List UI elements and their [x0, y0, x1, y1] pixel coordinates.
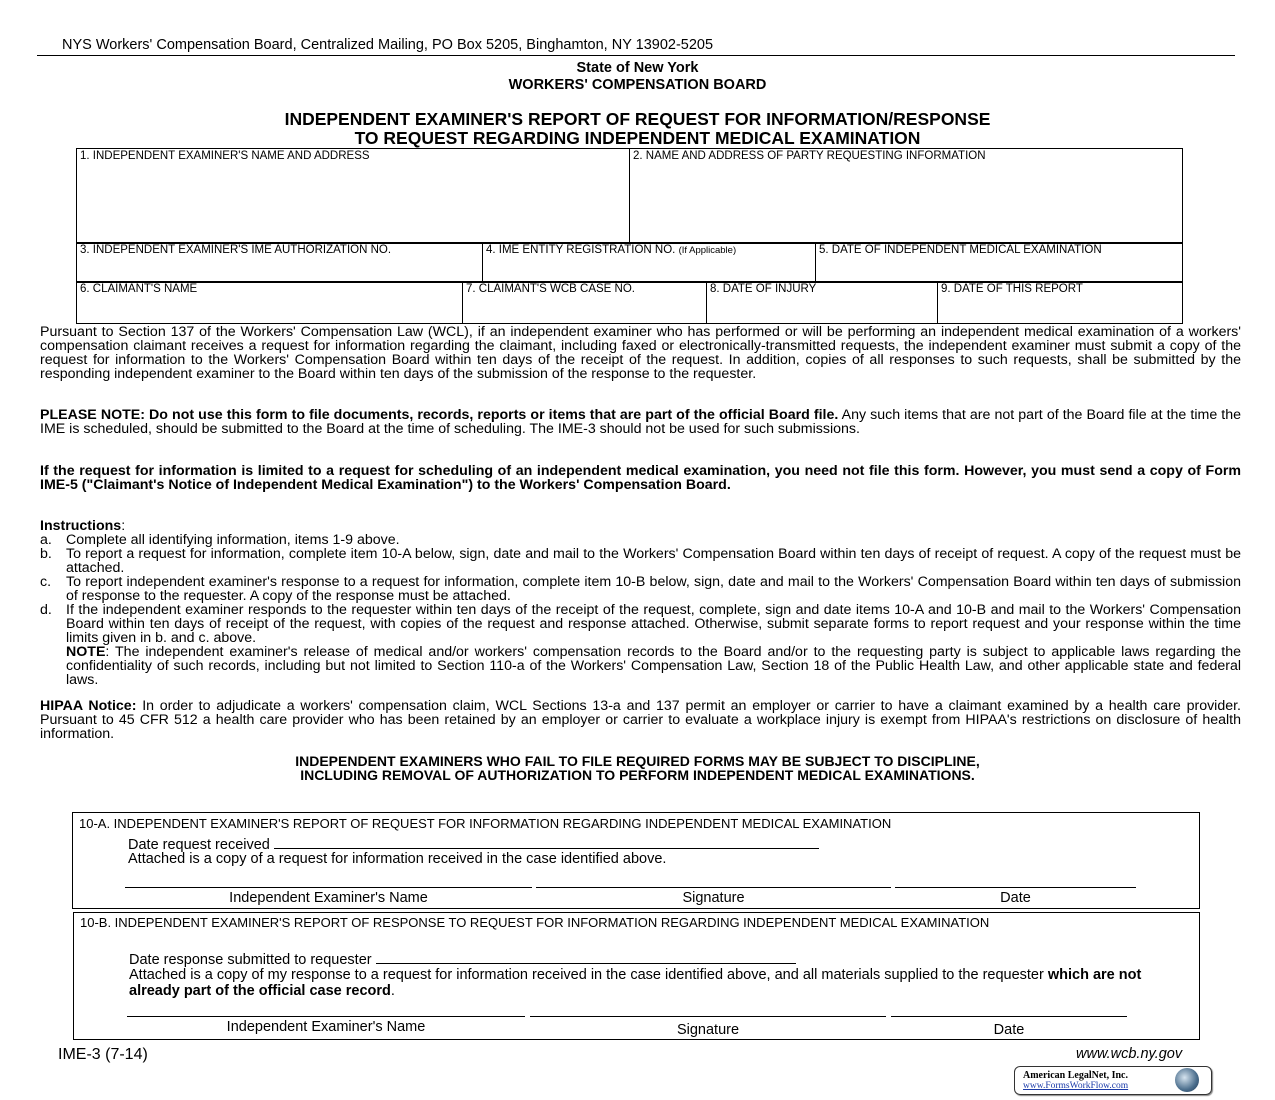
note-label: NOTE — [66, 644, 106, 660]
date-request-received-label: Date request received — [128, 837, 270, 853]
hipaa-notice — [40, 699, 1241, 741]
warning-line2: INCLUDING REMOVAL OF AUTHORIZATION TO PERFORM INDEPENDENT MEDICAL EXAMINATIONS. — [300, 767, 975, 783]
form-id: IME-3 (7-14) — [58, 1046, 148, 1063]
warning-line1: INDEPENDENT EXAMINERS WHO FAIL TO FILE REQUIRED FORMS MAY BE SUBJECT TO DISCIPLINE, — [295, 753, 980, 769]
field-9-label: 9. DATE OF THIS REPORT — [941, 283, 1083, 295]
field-date-of-injury[interactable] — [707, 282, 938, 324]
field-examiner-name-address[interactable] — [77, 149, 630, 244]
section-10a-signature[interactable]: Signature — [536, 887, 891, 906]
section-10a-examiner-name[interactable]: Independent Examiner's Name — [125, 887, 532, 906]
publisher-url: www.FormsWorkFlow.com — [1023, 1081, 1129, 1091]
field-6-label: 6. CLAIMANT'S NAME — [80, 283, 198, 295]
form-title-line2: TO REQUEST REGARDING INDEPENDENT MEDICAL EXAMINATION — [354, 128, 921, 148]
hipaa-label: HIPAA Notice: — [40, 698, 137, 714]
section-10b — [73, 912, 1200, 1040]
instruction-c: c. To report independent examiner's response to a request for information, complete item 10-B below, sign, date and mail to the Workers' Compensation Board within ten days of submission of response to the requester. A copy of the response must be attached. — [40, 574, 1241, 604]
section-10a-title: 10-A. INDEPENDENT EXAMINER'S REPORT OF REQUEST FOR INFORMATION REGARDING INDEPENDENT MEDICAL EXAMINATION — [79, 816, 892, 831]
instruction-d: d. If the independent examiner responds to the requester within ten days of the receipt of the request, complete, sign and date items 10-A and 10-B and mail to the Workers' Compensation Board within ten days of receipt of the request, with copies of the request and response attached. Otherwise, submit separate forms to report request and your response within the time limits given in b. and c. above. — [40, 602, 1241, 646]
board-name: WORKERS' COMPENSATION BOARD — [508, 77, 767, 93]
note-text: : The independent examiner's release of medical and/or workers' compensation records to the Board and/or to the requesting party is subject to applicable laws regarding the confidentiality of such records, including but not limited to Section 110-a of the Workers' Compensation Law, Section 18 of the Public Health Law, and other applicable state and federal laws. — [66, 644, 1241, 688]
globe-icon — [1175, 1068, 1199, 1092]
date-response-submitted-input[interactable] — [376, 951, 796, 964]
section-10b-date[interactable]: Date — [891, 1016, 1127, 1038]
instructions-colon: : — [121, 518, 126, 534]
field-requesting-party[interactable] — [630, 149, 1183, 244]
header-divider — [37, 55, 1235, 56]
instructions-heading: Instructions — [40, 518, 122, 534]
please-note-rest: Any such items that are not part of the Board file at the time the IME is scheduled, should be submitted to the Board at the time of scheduling. The IME-3 should not be used for such submissions. — [40, 407, 1242, 437]
field-ime-authorization[interactable] — [77, 243, 483, 283]
section-10b-title: 10-B. INDEPENDENT EXAMINER'S REPORT OF RESPONSE TO REQUEST FOR INFORMATION REGARDING INDEPENDENT MEDICAL EXAMINATION — [80, 915, 990, 930]
hipaa-text: In order to adjudicate a workers' compensation claim, WCL Sections 13-a and 137 permit an employer or carrier to have a claimant examined by a health care provider. Pursuant to 45 CFR 512 a health care provider who has been retained by an employer or carrier to evaluate a workplace injury is exempt from HIPAA's restrictions on disclosure of health information. — [40, 698, 1241, 742]
instruction-a: a. Complete all identifying information, items 1-9 above. — [40, 532, 400, 548]
scheduling-paragraph: If the request for information is limited to a request for scheduling of an independent medical examination, you need not file this form. However, you must send a copy of Form IME-5 ("Claimant's Notice of Independent Medical Examination") to the Workers' Compensation Board. — [40, 463, 1241, 493]
field-8-label: 8. DATE OF INJURY — [710, 283, 817, 295]
field-4-note: (If Applicable) — [678, 245, 737, 256]
website[interactable]: www.wcb.ny.gov — [1076, 1046, 1183, 1062]
identifying-info-row3 — [76, 281, 1183, 324]
field-2-label: 2. NAME AND ADDRESS OF PARTY REQUESTING INFORMATION — [633, 150, 986, 162]
section-10b-examiner-name[interactable]: Independent Examiner's Name — [127, 1016, 525, 1035]
please-note-paragraph — [40, 408, 1241, 436]
intro-paragraph: Pursuant to Section 137 of the Workers' Compensation Law (WCL), if an independent examiner who has performed or will be performing an independent medical examination of a workers' compensation claimant receives a request for information regarding the claimant, including faxed or electronically-transmitted requests, the independent examiner must submit a copy of the request for information to the Workers' Compensation Board within ten days of the receipt of the request. In addition, copies of all responses to such requests, shall be submitted by the responding independent examiner to the Board within ten days of the submission of the response to the requester. — [40, 324, 1241, 382]
section-10b-signature[interactable]: Signature — [530, 1016, 886, 1038]
field-4-label: 4. IME ENTITY REGISTRATION NO. — [486, 244, 676, 256]
field-1-label: 1. INDEPENDENT EXAMINER'S NAME AND ADDRESS — [80, 150, 370, 162]
field-claimant-name[interactable] — [77, 282, 463, 324]
identifying-info-table — [76, 148, 1183, 244]
field-date-of-report[interactable] — [938, 282, 1183, 324]
instruction-b: b. To report a request for information, complete item 10-A below, sign, date and mail to the Workers' Compensation Board within ten days of receipt of request. A copy of the request must be attached. — [40, 546, 1241, 576]
field-7-label: 7. CLAIMANT'S WCB CASE NO. — [466, 283, 635, 295]
date-response-submitted — [129, 951, 796, 968]
date-request-received-input[interactable] — [274, 836, 819, 849]
section-10b-attached-bold: which are not already part of the official case record — [129, 967, 1142, 999]
section-10a-date[interactable]: Date — [895, 887, 1136, 906]
field-wcb-case-no[interactable] — [463, 282, 707, 324]
section-10b-attached: Attached is a copy of my response to a request for information received in the case identified above, and all materials supplied to the requester which are not already part of the official case record. — [129, 967, 1142, 999]
state-name: State of New York — [576, 60, 699, 76]
section-10a — [72, 812, 1200, 909]
field-date-of-ime[interactable] — [816, 243, 1183, 283]
publisher-badge[interactable] — [1014, 1066, 1212, 1095]
mailing-address: NYS Workers' Compensation Board, Centralized Mailing, PO Box 5205, Binghamton, NY 13902-5205 — [62, 37, 714, 53]
form-title-line1: INDEPENDENT EXAMINER'S REPORT OF REQUEST FOR INFORMATION/RESPONSE — [284, 109, 991, 129]
field-5-label: 5. DATE OF INDEPENDENT MEDICAL EXAMINATION — [819, 244, 1102, 256]
date-response-submitted-label: Date response submitted to requester — [129, 952, 372, 968]
identifying-info-row2 — [76, 242, 1183, 283]
please-note-bold: PLEASE NOTE: Do not use this form to file documents, records, reports or items that are part of the official Board file. — [40, 407, 839, 423]
section-10a-attached: Attached is a copy of a request for information received in the case identified above. — [128, 851, 667, 867]
field-3-label: 3. INDEPENDENT EXAMINER'S IME AUTHORIZATION NO. — [80, 244, 392, 256]
confidentiality-note — [40, 645, 1241, 687]
field-ime-entity-registration[interactable] — [483, 243, 816, 283]
instructions-block — [40, 519, 1241, 687]
publisher-name: American LegalNet, Inc. — [1023, 1070, 1128, 1081]
